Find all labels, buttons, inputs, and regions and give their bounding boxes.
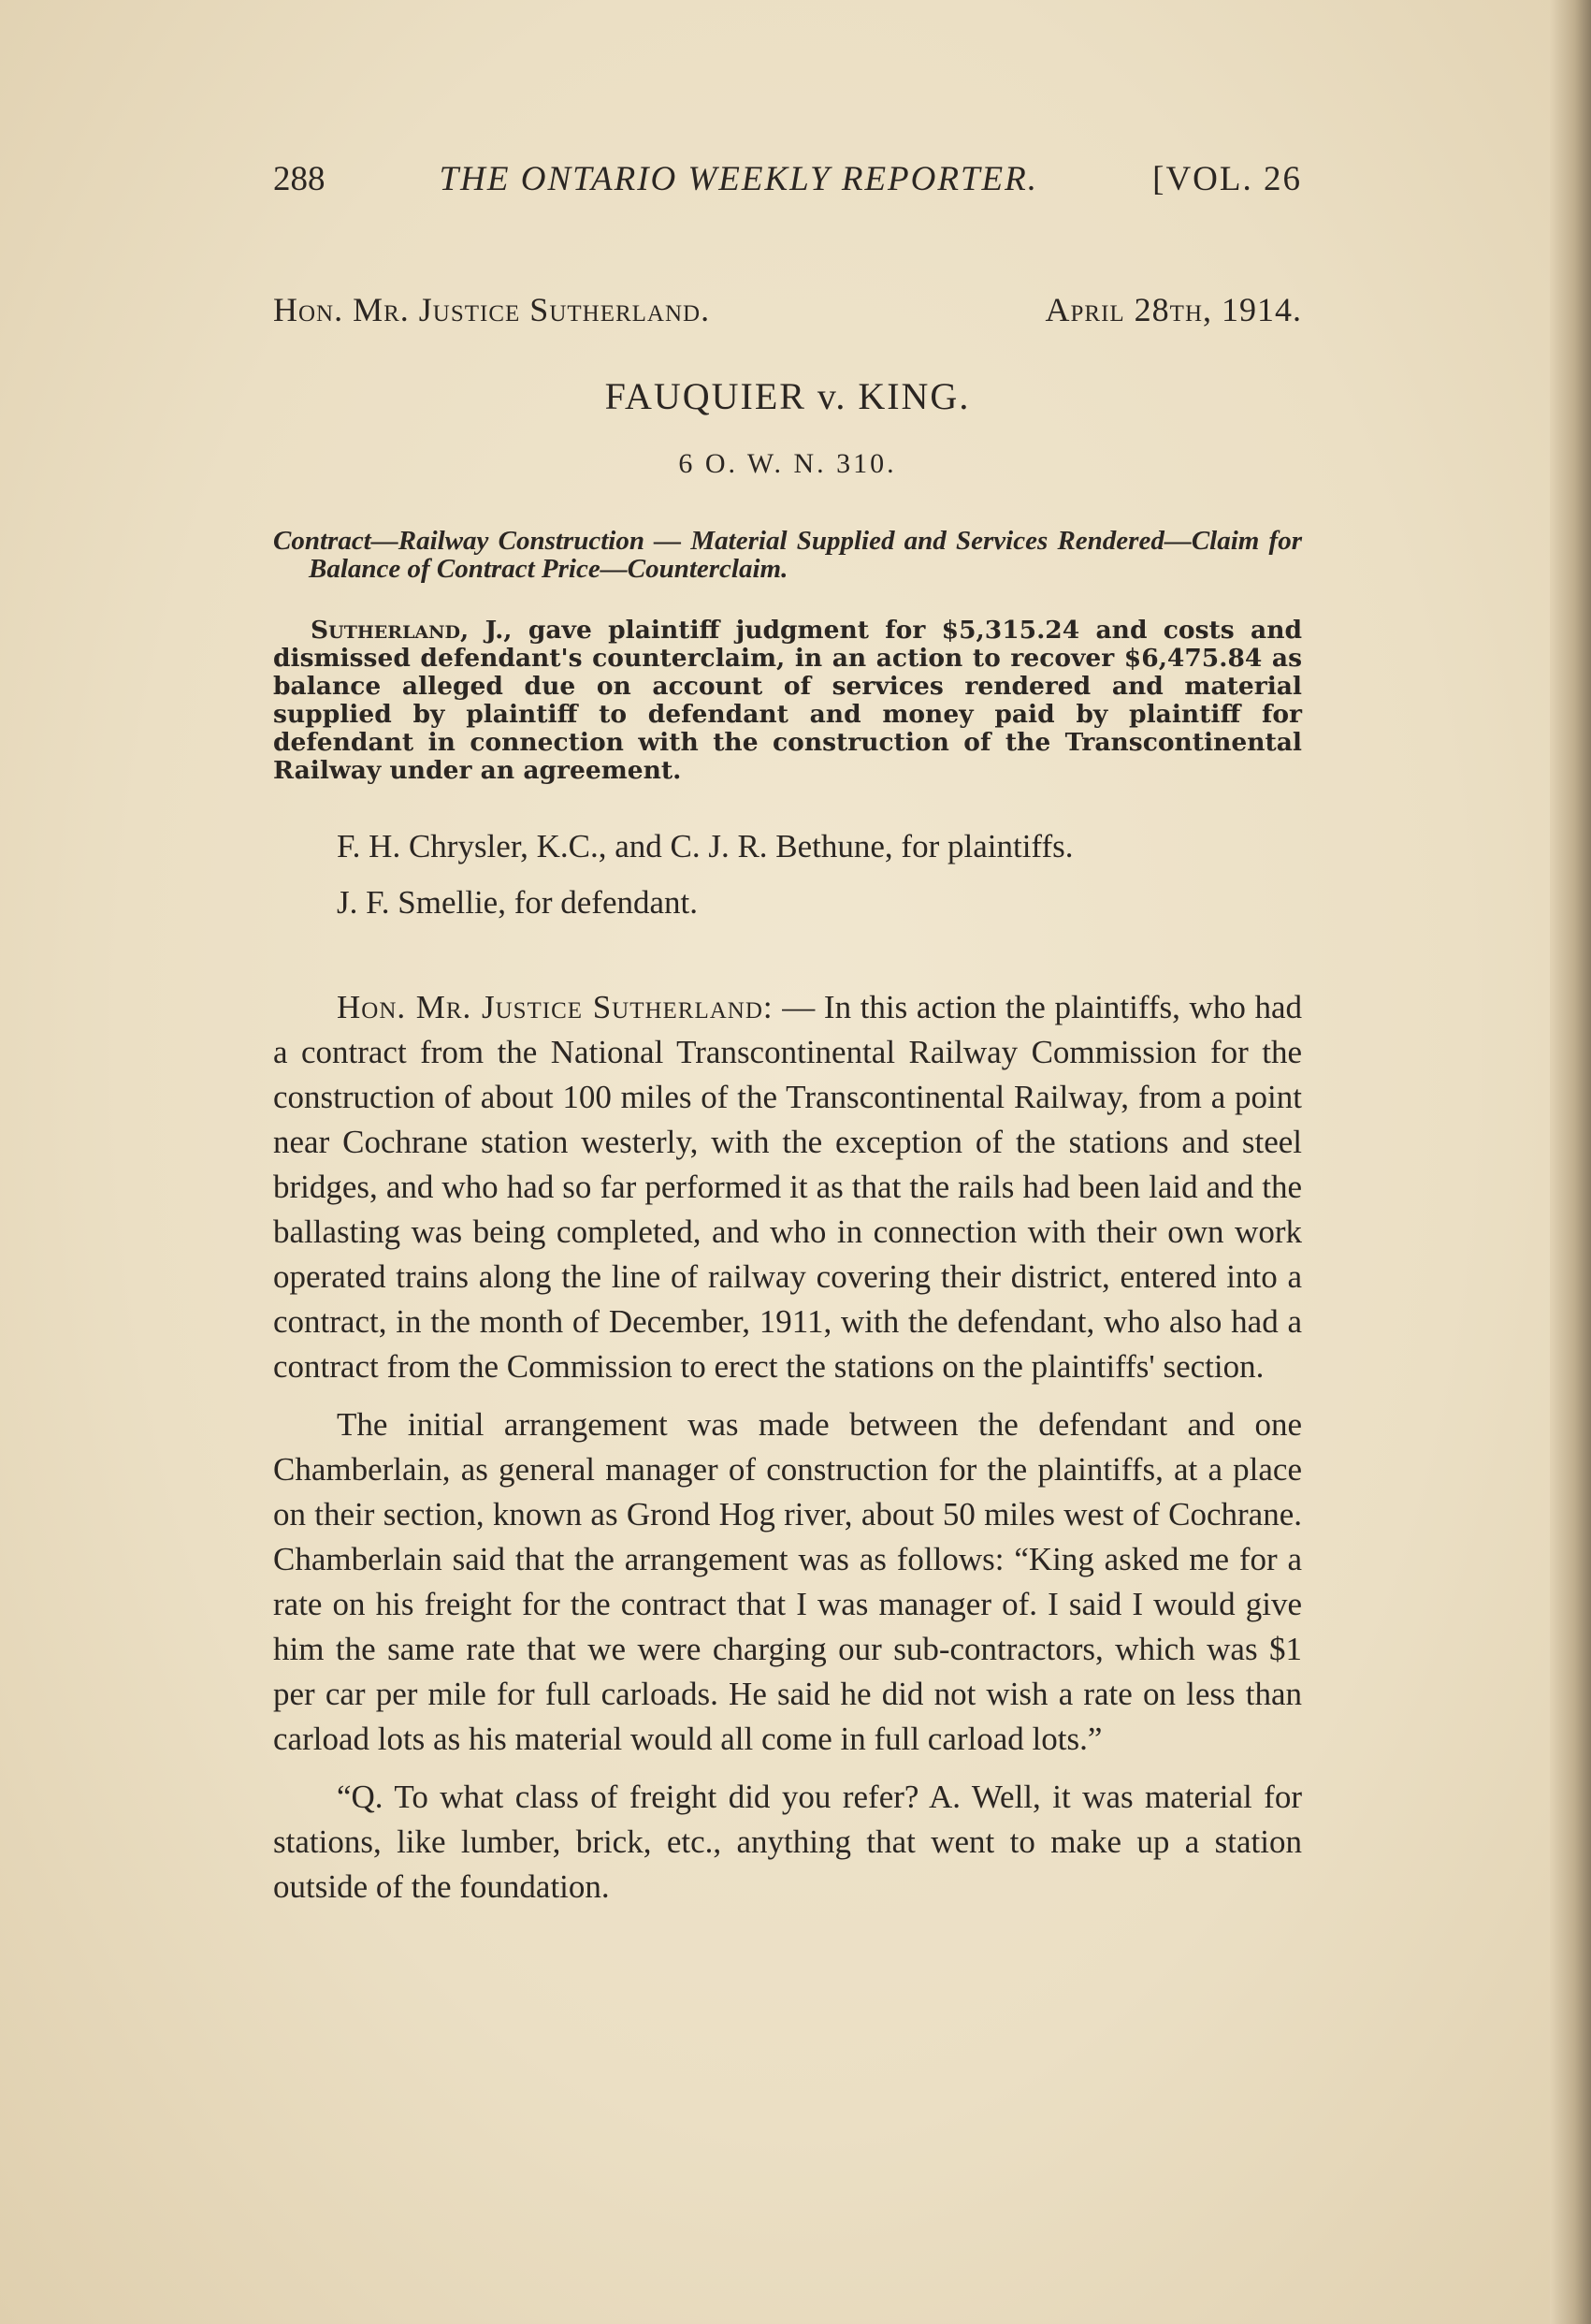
counsel-plaintiffs: F. H. Chrysler, K.C., and C. J. R. Bethune, for plaintiffs.	[337, 828, 1074, 864]
judgment-paragraph-1	[273, 985, 1302, 1389]
book-spine-shadow	[1550, 0, 1591, 2324]
page-content	[273, 159, 1302, 1910]
volume-label: [VOL. 26	[1152, 160, 1302, 198]
judgment-p1-text: — In this action the plaintiffs, who had a contract from the National Transcontinental Railway Commission for the construction of about 100 miles of the Transcontinental Railway, from a point near Cochrane station westerly, with the exception of the stations and steel bridges, and who had so far performed it as that the rails had been laid and the ballasting was being completed, and who in connection with their own work operated trains along the line of railway covering their district, entered into a contract, in the month of December, 1911, with the defendant, who also had a contract from the Commission to erect the stations on the plaintiffs' section.	[273, 989, 1303, 1385]
headnote: Contract—Railway Construction — Material Supplied and Services Rendered—Claim for Balance of Contract Price—Counterclaim.	[273, 526, 1302, 584]
summary-text: J., gave plaintiff judgment for $5,315.24 and costs and dismissed defendant's counterclaim, in an action to recover $6,475.84 as balance alleged due on account of services rendered and material supplied by plaintiff to defendant and money paid by plaintiff for defendant in connection with the construction of the Transcontinental Railway under an agreement.	[273, 616, 1302, 785]
running-head	[273, 159, 1302, 215]
summary-paragraph	[273, 617, 1302, 785]
judgment-paragraph-2: The initial arrangement was made between the defendant and one Chamberlain, as general manager of construction for the plaintiffs, at a place on their section, known as Grond Hog river, about 50 miles west of Cochrane. Chamberlain said that the arrangement was as follows: “King asked me for a rate on his freight for the contract that I was manager of. I said I would give him the same rate that we were charging our sub-contractors, which was $1 per car per mile for full carloads. He said he did not wish a rate on less than carload lots as his material would all come in full carload lots.”	[273, 1406, 1302, 1757]
judgment-lead: Hon. Mr. Justice Sutherland:	[337, 989, 774, 1025]
page-number: 288	[273, 160, 325, 198]
byline	[273, 290, 1302, 329]
judge-name: Hon. Mr. Justice Sutherland.	[273, 291, 711, 328]
counsel-defendant: J. F. Smellie, for defendant.	[337, 884, 699, 921]
counsel-list	[273, 819, 1302, 931]
case-title: FAUQUIER v. KING.	[604, 375, 971, 417]
judgment-paragraph-3: “Q. To what class of freight did you refer? A. Well, it was material for stations, like lumber, brick, etc., anything that went to make up a station outside of the foundation.	[273, 1779, 1302, 1905]
case-citation: 6 O. W. N. 310.	[678, 448, 897, 479]
publication-title: THE ONTARIO WEEKLY REPORTER.	[439, 160, 1039, 198]
summary-lead: Sutherland,	[311, 616, 470, 645]
decision-date: April 28th, 1914.	[1045, 291, 1302, 328]
